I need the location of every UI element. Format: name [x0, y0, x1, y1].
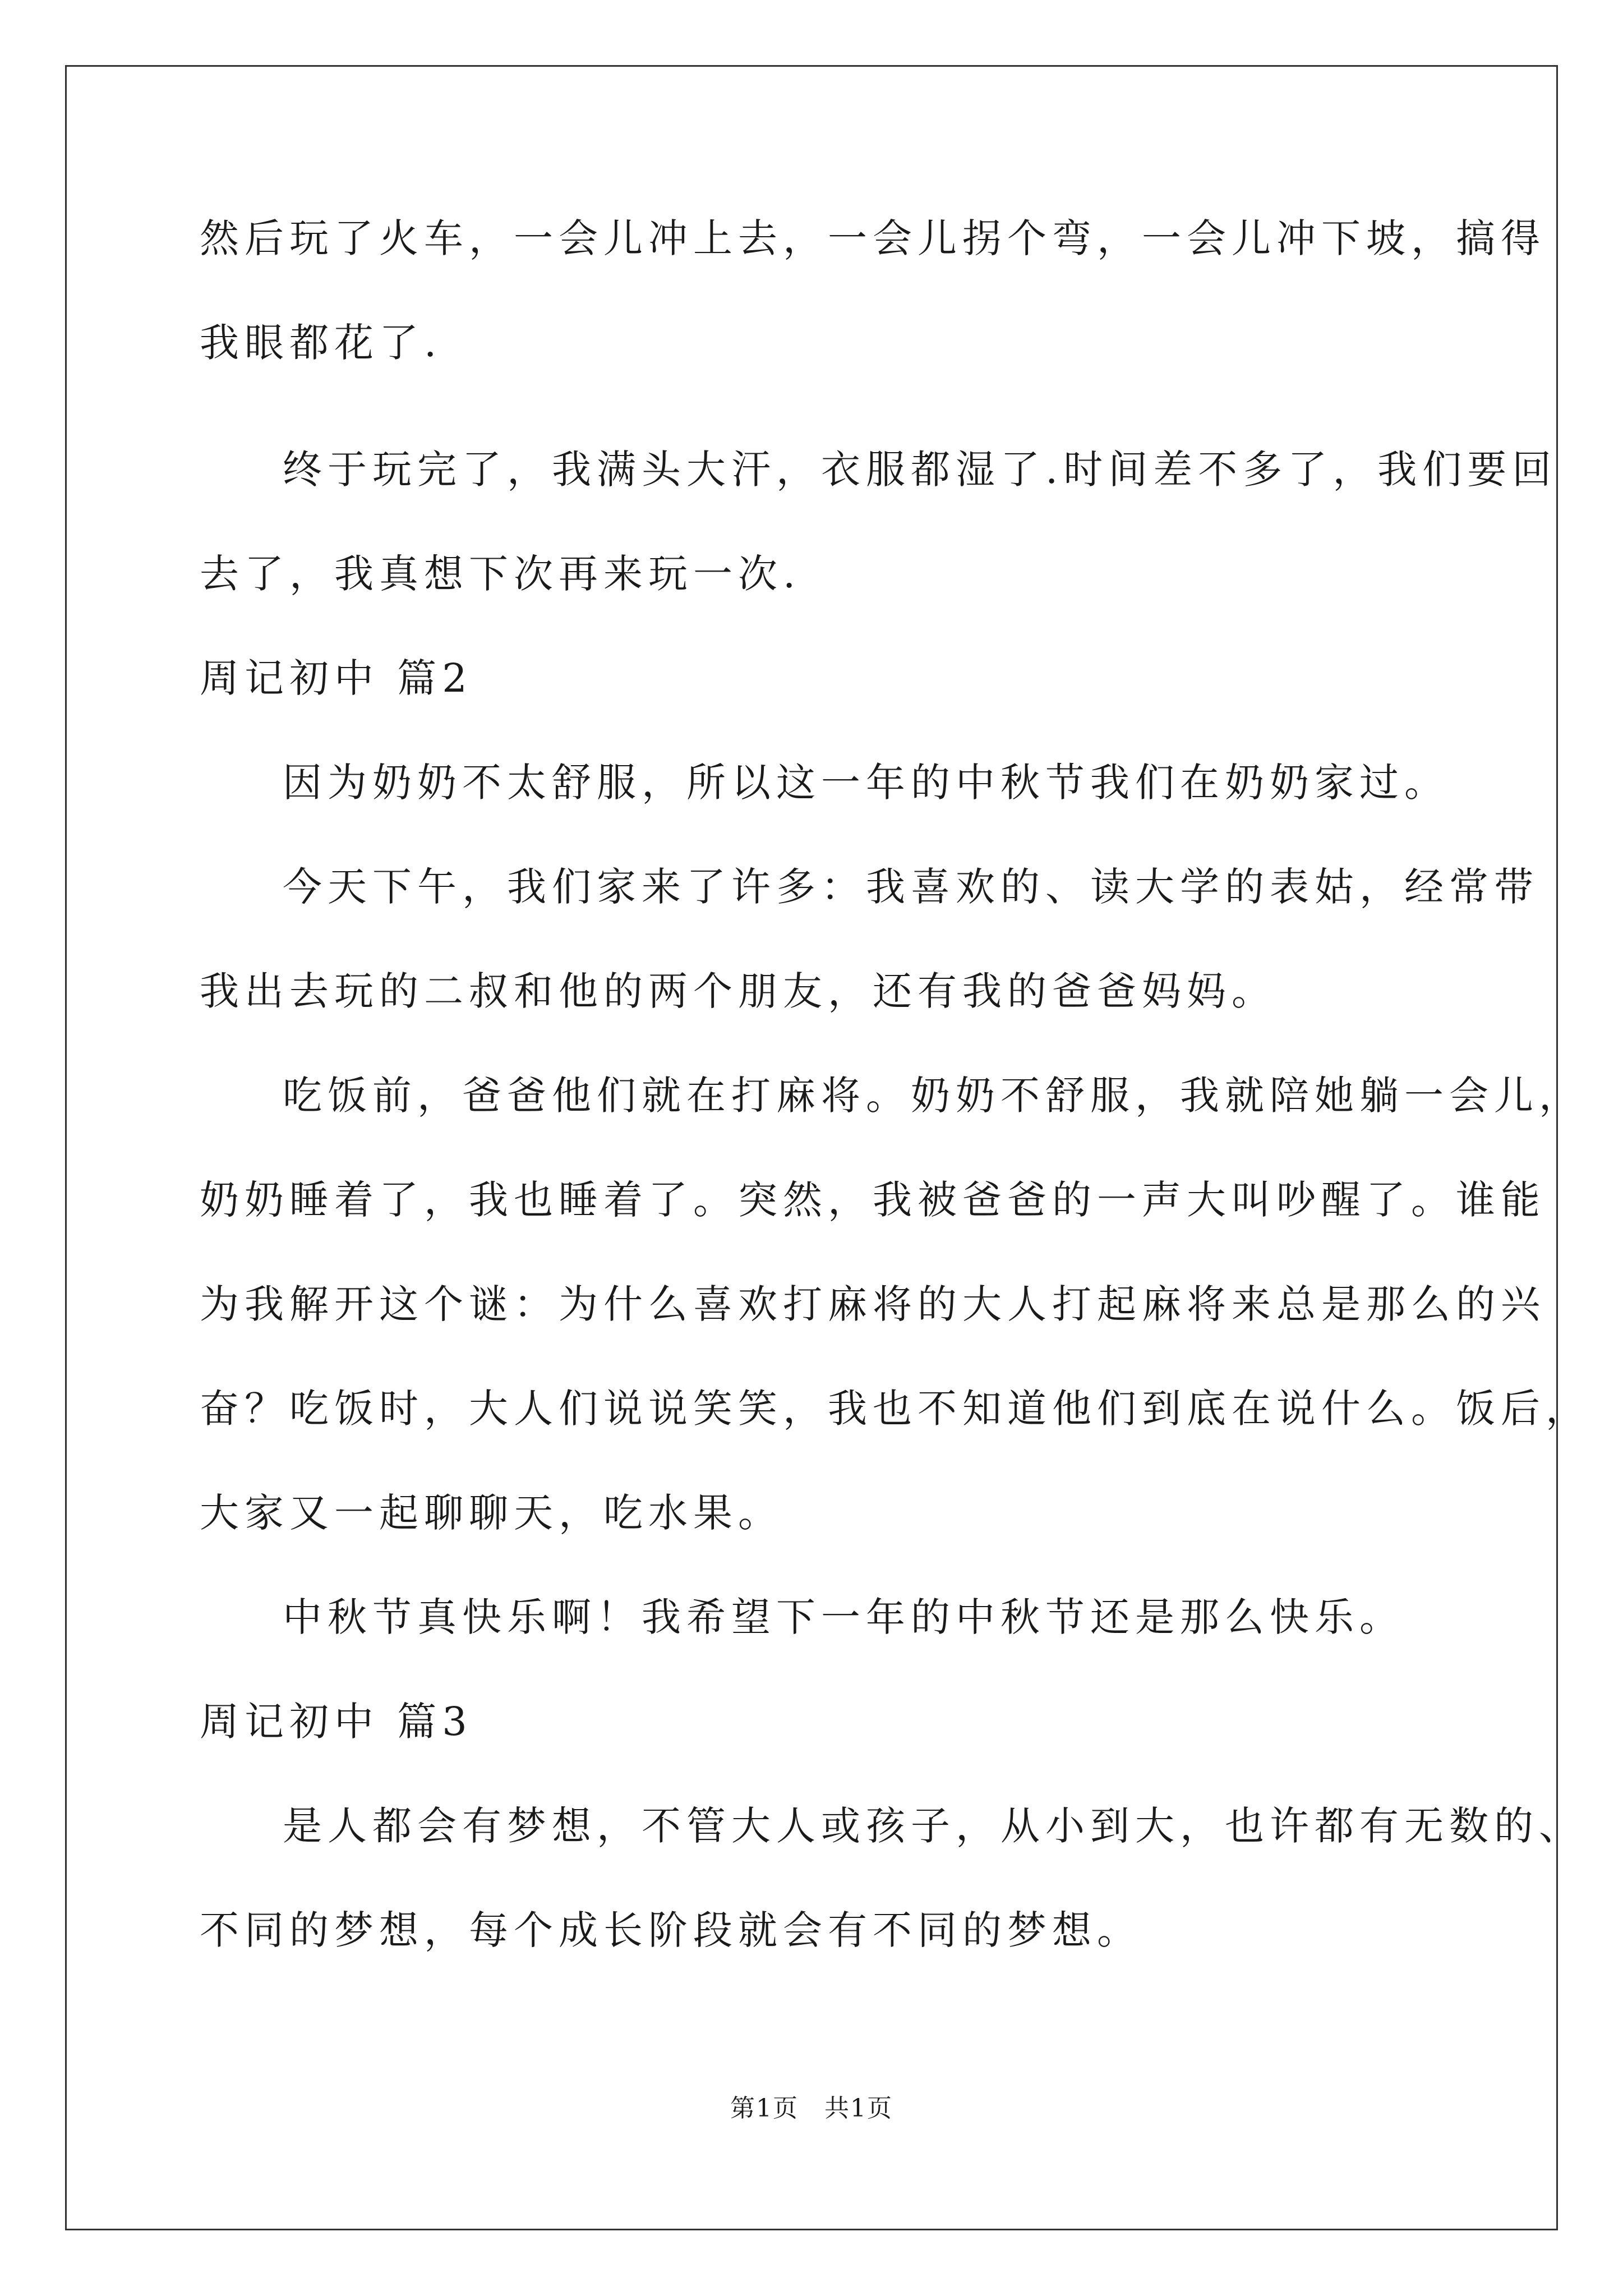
paragraph-line: 大家又一起聊聊天，吃水果。	[200, 1490, 783, 1536]
paragraph-line: 终于玩完了，我满头大汗，衣服都湿了.时间差不多了，我们要回	[283, 447, 1557, 493]
paragraph-line: 我出去玩的二叔和他的两个朋友，还有我的爸爸妈妈。	[200, 968, 1276, 1014]
paragraph-line: 奶奶睡着了，我也睡着了。突然，我被爸爸的一声大叫吵醒了。谁能	[200, 1177, 1546, 1223]
page-footer: 第1页 共1页	[730, 2094, 893, 2123]
paragraph-line: 然后玩了火车，一会儿冲上去，一会儿拐个弯，一会儿冲下坡，搞得	[200, 215, 1546, 261]
paragraph-line: 今天下午，我们家来了许多：我喜欢的、读大学的表姑，经常带	[283, 864, 1539, 910]
paragraph-line: 因为奶奶不太舒服，所以这一年的中秋节我们在奶奶家过。	[283, 760, 1449, 806]
paragraph-line: 是人都会有梦想，不管大人或孩子，从小到大，也许都有无数的、	[283, 1803, 1584, 1849]
paragraph-line: 奋？吃饭时，大人们说说笑笑，我也不知道他们到底在说什么。饭后，	[200, 1386, 1590, 1432]
section-heading: 周记初中 篇2	[200, 655, 473, 701]
paragraph-line: 我眼都花了.	[200, 320, 442, 366]
section-heading: 周记初中 篇3	[200, 1699, 473, 1745]
paragraph-line: 中秋节真快乐啊！我希望下一年的中秋节还是那么快乐。	[283, 1594, 1404, 1640]
paragraph-line: 吃饭前，爸爸他们就在打麻将。奶奶不舒服，我就陪她躺一会儿，	[283, 1073, 1584, 1119]
paragraph-line: 不同的梦想，每个成长阶段就会有不同的梦想。	[200, 1907, 1142, 1953]
paragraph-line: 去了，我真想下次再来玩一次.	[200, 551, 801, 597]
page-border	[65, 65, 1558, 2230]
paragraph-line: 为我解开这个谜：为什么喜欢打麻将的大人打起麻将来总是那么的兴	[200, 1281, 1546, 1327]
